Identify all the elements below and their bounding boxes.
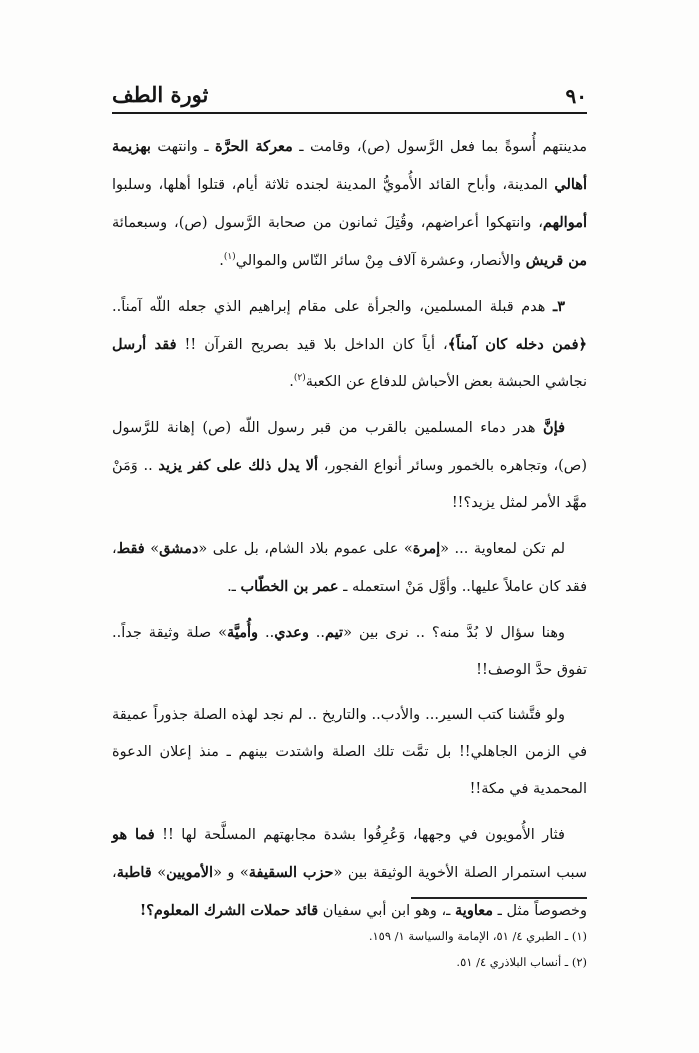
bold-run: تيم <box>325 624 344 641</box>
text-run: .. <box>258 625 275 641</box>
text-run: سبب استمرار الصلة الأخوية الوثيقة بين « <box>333 865 587 881</box>
paragraph-5 <box>112 614 587 689</box>
bold-run: فما هو <box>112 826 155 843</box>
text-run: نجاشي الحبشة بعض الأحباش للدفاع عن الكعبة <box>305 374 587 390</box>
footnotes <box>112 923 587 975</box>
text-run: لم تكن لمعاوية ... « <box>440 541 565 557</box>
bold-run: بهزيمة أهالي <box>112 138 587 193</box>
text-run: » صلة وثيقة جداً.. تفوق حدَّ الوصف!! <box>112 625 587 678</box>
text-run: فثار الأُمويون في وجهها، وَعُرِفُوا بشدة مجابهتهم المسلَّحة لها !! <box>154 827 565 843</box>
text-run: المدينة، وأباح القائد الأُمويُّ المدينة لجنده ثلاثة أيام، قتلوا أهلها، وسلبوا <box>112 177 555 193</box>
text-run: ولو فتَّشنا كتب السير... والأدب.. والتاريخ .. لم نجد لهذه الصلة جذوراً عميقة في الزمن الجاهلي!! بل تمَّت تلك الصلة واشتدت بينهم ـ منذ إعلان الدعوة المحمدية في مكة!! <box>112 707 587 797</box>
text-run: والأنصار، وعشرة آلاف مِنْ سائر النّاس والموالي <box>235 253 526 269</box>
text-run: ـ. <box>227 579 241 595</box>
bold-run: قائد حملات الشرك المعلوم؟! <box>139 902 319 919</box>
bold-run: فقد أرسل <box>112 336 177 353</box>
page-header <box>112 82 587 114</box>
text-run: ، وخصوصاً مثل ـ <box>112 865 587 919</box>
text-run: ، أياً كان الداخل بلا قيد بصريح القرآن !! <box>176 337 448 353</box>
text-run: » على عموم بلاد الشام، بل على « <box>198 541 413 557</box>
text-run: ـ، وهو ابن أبي سفيان <box>318 903 456 919</box>
bold-run: دمشق <box>159 540 199 557</box>
page-number: ٩٠ <box>565 84 587 108</box>
bold-run: إمرة <box>412 540 441 557</box>
bold-run: الأمويين <box>166 864 214 881</box>
text-run: » و « <box>213 865 249 881</box>
bold-run: وأُميَّة <box>227 624 258 641</box>
bold-run: فقط <box>116 540 145 557</box>
paragraph-3 <box>112 409 587 522</box>
text-run: .. <box>308 625 326 641</box>
paragraph-7 <box>112 816 587 930</box>
footnote-ref: (١) <box>223 252 236 263</box>
bold-run: ٣ـ <box>552 298 565 315</box>
text-run: » <box>144 541 160 557</box>
bold-run: من قريش <box>525 252 587 269</box>
text-run: هدم قبلة المسلمين، والجرأة على مقام إبراهيم الذي جعله اللّه آمناً.. <box>112 299 553 315</box>
bold-run: حزب السقيفة <box>248 864 334 881</box>
text-run: هدر دماء المسلمين بالقرب من قبر رسول اللّه (ص) إهانة للرَّسول (ص)، وتجاهره بالخمور وسائر أنواع الفجور، <box>112 420 587 474</box>
text-run: .. وَمَنْ مهَّد الأمر لمثل يزيد؟!! <box>112 458 587 511</box>
text-run: وهنا سؤال لا بُدَّ منه؟ .. نرى بين « <box>343 625 566 641</box>
bold-run: معاوية <box>455 902 494 919</box>
paragraph-2 <box>112 288 587 401</box>
text-run: مدينتهم أُسوةً بما فعل الرَّسول (ص)، وقامت ـ <box>292 139 587 155</box>
text-run: ـ وانتهت <box>150 139 216 155</box>
body-text <box>112 128 587 938</box>
footnote-2: (٢) ـ أنساب البلاذري ٤/ ٥١. <box>456 955 587 969</box>
footnote-divider <box>411 897 587 899</box>
bold-run: معركة الحرَّة <box>215 138 293 155</box>
text-run: . <box>219 253 224 269</box>
running-title: ثورة الطف <box>112 82 209 107</box>
paragraph-6 <box>112 697 587 808</box>
paragraph-1 <box>112 128 587 280</box>
text-run: ، وانتهكوا أعراضهم، وقُتِلَ ثمانون من صحابة الرَّسول (ص)، وسبعمائة <box>112 215 543 231</box>
bold-run: ألا يدل ذلك على كفر يزيد <box>158 457 319 474</box>
bold-run: عمر بن الخطّاب <box>240 578 339 595</box>
bold-run: قاطبة <box>116 864 152 881</box>
footnote-ref: (٢) <box>293 373 306 384</box>
bold-run: وعدي <box>274 624 309 641</box>
paragraph-4 <box>112 530 587 606</box>
bold-run: أموالهم <box>542 214 587 231</box>
text-run: » <box>151 865 167 881</box>
bold-run: فإنَّ <box>543 419 565 436</box>
bold-run: ﴿فمن دخله كان آمناً﴾ <box>447 336 587 353</box>
footnote-1: (١) ـ الطبري ٤/ ٥١، الإمامة والسياسة ١/ ١٥٩. <box>368 929 587 943</box>
text-run: . <box>289 374 294 390</box>
text-run: ، فقد كان عاملاً عليها.. وأوَّل مَنْ استعمله ـ <box>112 541 587 595</box>
